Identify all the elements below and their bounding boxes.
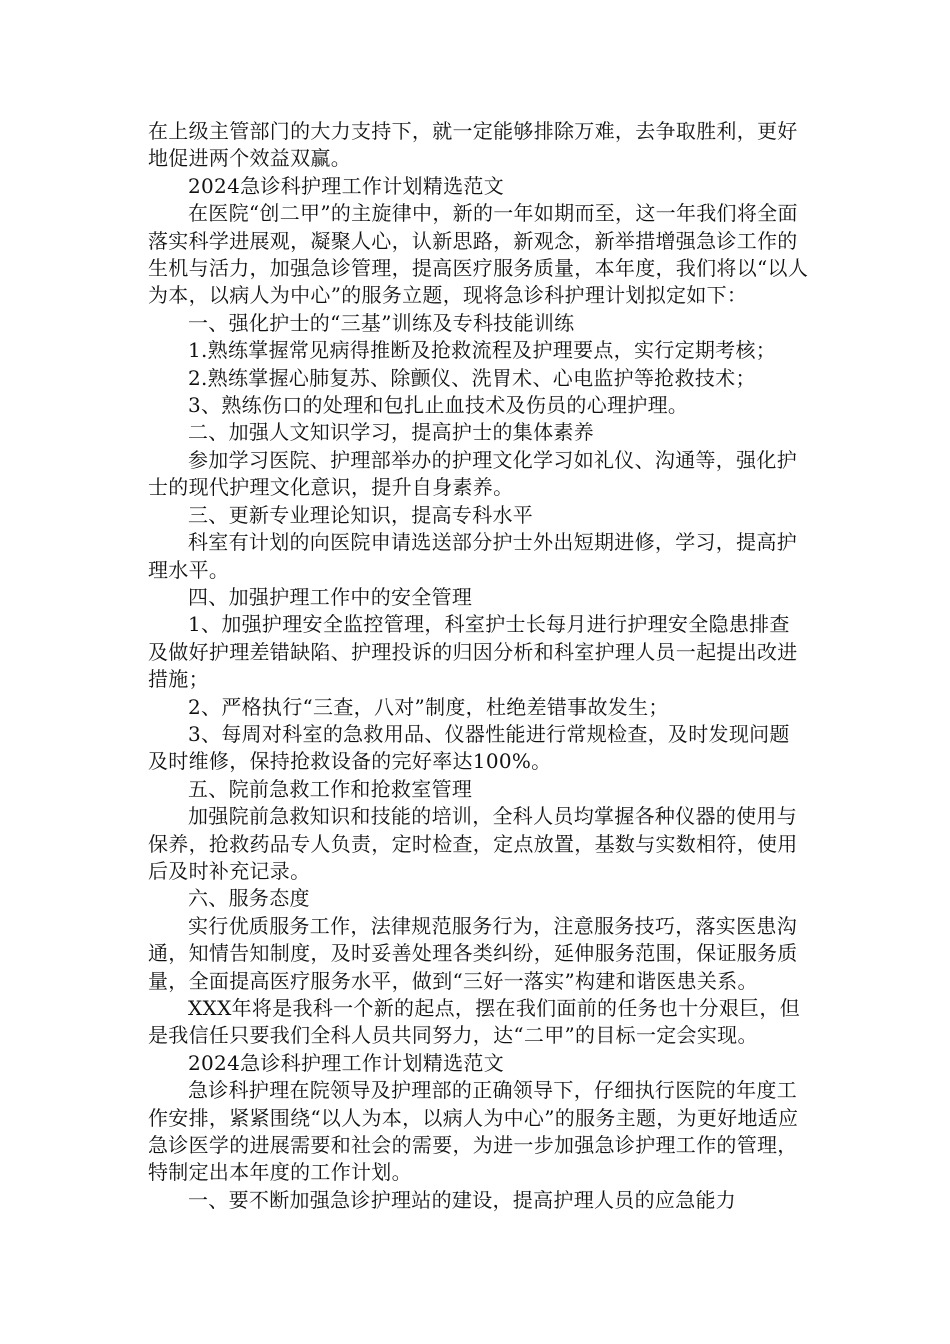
heading-5: 五、院前急救工作和抢救室管理: [188, 776, 473, 801]
heading-1: 一、强化护士的“三基”训练及专科技能训练: [188, 310, 575, 335]
list-item: 2、严格执行“三查，八对”制度，杜绝差错事故发生；: [188, 694, 669, 719]
paragraph: 参加学习医院、护理部举办的护理文化学习如礼仪、沟通等，强化护士的现代护理文化意识，提升自身素养。: [148, 447, 797, 500]
heading-4: 四、加强护理工作中的安全管理: [188, 584, 473, 609]
heading-1: 一、要不断加强急诊护理站的建设，提高护理人员的应急能力: [188, 1187, 737, 1212]
list-item: 1.熟练掌握常见病得推断及抢救流程及护理要点，实行定期考核；: [188, 338, 777, 363]
list-item: 3、熟练伤口的处理和包扎止血技术及伤员的心理护理。: [188, 393, 689, 418]
document-body: [148, 118, 810, 1214]
paragraph: XXX年将是我科一个新的起点，摆在我们面前的任务也十分艰巨，但是我信任只要我们全科人员共同努力，达“二甲”的目标一定会实现。: [148, 996, 801, 1048]
list-item: 3、每周对科室的急救用品、仪器性能进行常规检查，及时发现问题及时维修，保持抢救设备的完好率达100%。: [148, 721, 790, 774]
paragraph: 加强院前急救知识和技能的培训，全科人员均掌握各种仪器的使用与保养，抢救药品专人负责，定时检查，定点放置，基数与实数相符，使用后及时补充记录。: [148, 804, 798, 883]
list-item: 2.熟练掌握心肺复苏、除颤仪、洗胃术、心电监护等抢救技术；: [188, 365, 756, 390]
paragraph: 实行优质服务工作，法律规范服务行为，注意服务技巧，落实医患沟通，知情告知制度，及时妥善处理各类纠纷，延伸服务范围，保证服务质量，全面提高医疗服务水平，做到“三好一落实”构建和谐医患关系。: [148, 913, 798, 993]
section-title: 2024急诊科护理工作计划精选范文: [188, 173, 504, 198]
heading-3: 三、更新专业理论知识，提高专科水平: [188, 502, 534, 527]
list-item: 1、加强护理安全监控管理，科室护士长每月进行护理安全隐患排查及做好护理差错缺陷、护理投诉的归因分析和科室护理人员一起提出改进措施；: [148, 612, 798, 692]
heading-6: 六、服务态度: [188, 886, 310, 911]
paragraph-continuation: 在上级主管部门的大力支持下，就一定能够排除万难，去争取胜利，更好地促进两个效益双赢。: [148, 119, 798, 171]
heading-2: 二、加强人文知识学习，提高护士的集体素养: [188, 420, 594, 445]
paragraph: 急诊科护理在院领导及护理部的正确领导下，仔细执行医院的年度工作安排，紧紧围绕“以人为本，以病人为中心”的服务主题，为更好地适应急诊医学的进展需要和社会的需要，为进一步加强急诊护理工作的管理，特制定出本年度的工作计划。: [148, 1078, 799, 1185]
section-title: 2024急诊科护理工作计划精选范文: [188, 1050, 504, 1075]
paragraph: 在医院“创二甲”的主旋律中，新的一年如期而至，这一年我们将全面落实科学进展观，凝聚人心，认新思路，新观念，新举措增强急诊工作的生机与活力，加强急诊管理，提高医疗服务质量，本年度，我们将以“以人为本，以病人为中心”的服务立题，现将急诊科护理计划拟定如下：: [148, 201, 809, 308]
paragraph: 科室有计划的向医院申请选送部分护士外出短期进修，学习，提高护理水平。: [148, 530, 797, 582]
